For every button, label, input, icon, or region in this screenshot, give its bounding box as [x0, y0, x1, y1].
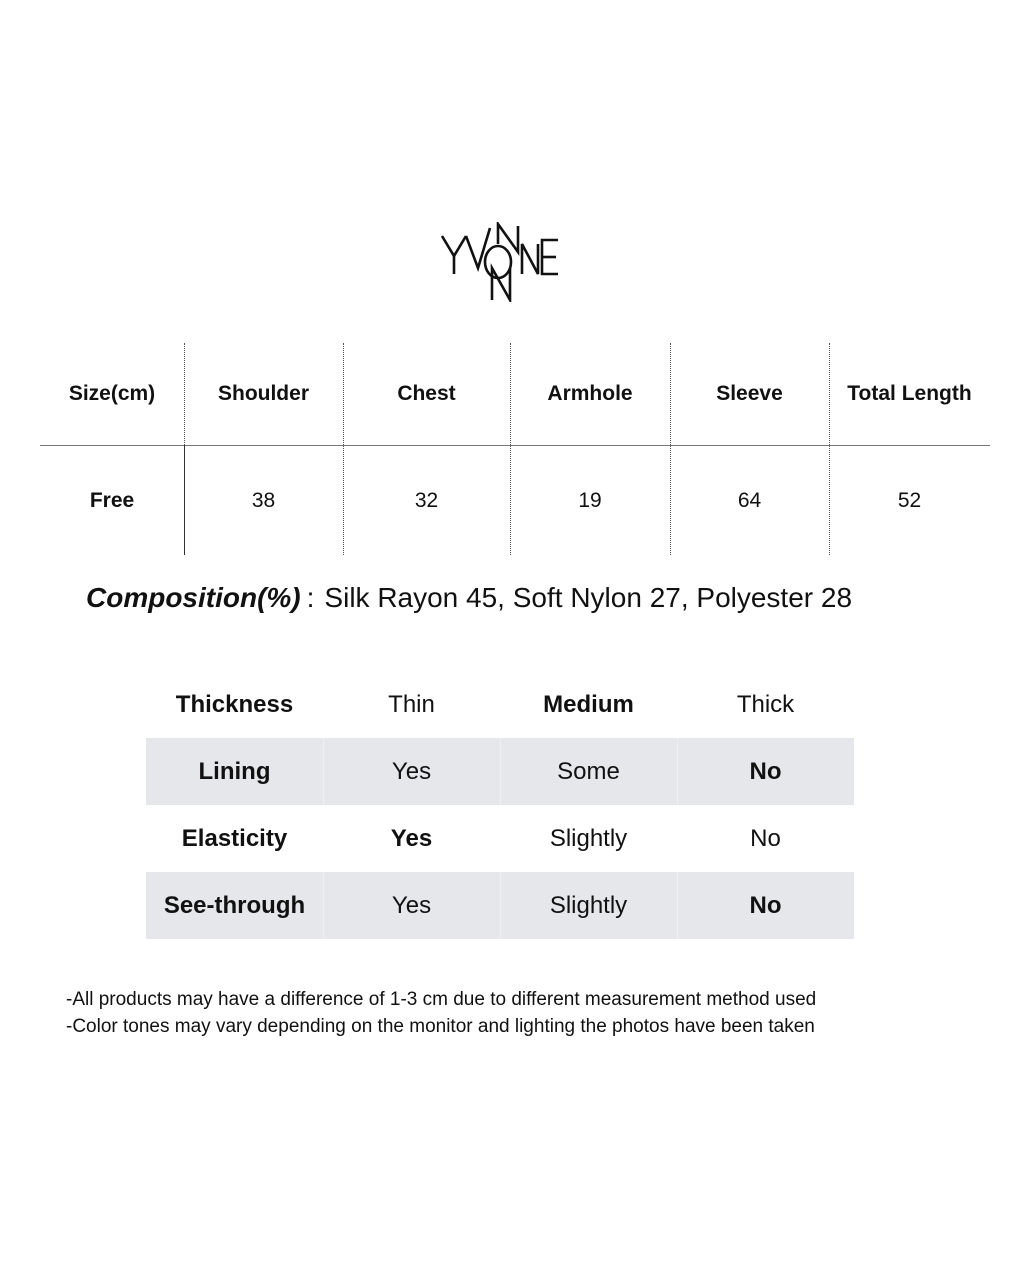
attribute-option: Medium: [543, 690, 634, 718]
attribute-name: Thickness: [175, 690, 294, 718]
header-armhole: Armhole: [547, 382, 633, 405]
shoulder-value: 38: [251, 489, 276, 512]
attribute-option: Yes: [323, 738, 500, 805]
attribute-option: Slightly: [549, 824, 628, 852]
attribute-option: No: [677, 872, 854, 939]
note-color: -Color tones may vary depending on the monitor and lighting the photos have been taken: [66, 1016, 815, 1037]
attribute-option: Slightly: [500, 872, 677, 939]
attribute-row-elasticity: [146, 805, 854, 872]
sleeve-value: 64: [737, 489, 762, 512]
attribute-name: Lining: [198, 757, 271, 785]
attribute-option: No: [750, 824, 781, 852]
composition-label: Composition(%): [86, 582, 301, 613]
header-sleeve: Sleeve: [716, 382, 783, 405]
chest-value: 32: [414, 489, 439, 512]
attribute-row-lining: [146, 738, 854, 805]
notes: [66, 986, 816, 1040]
header-total-length: Total Length: [847, 382, 972, 405]
fabric-attributes-table: [146, 671, 854, 939]
armhole-value: 19: [578, 489, 602, 512]
size-table: [40, 343, 990, 555]
attribute-option: Yes: [323, 872, 500, 939]
attribute-name: See-through: [163, 891, 306, 919]
attribute-row-see-through: [146, 872, 854, 939]
header-chest: Chest: [397, 382, 456, 405]
header-size: Size(cm): [68, 382, 156, 405]
size-value-free: Free: [89, 489, 135, 512]
attribute-name: Elasticity: [181, 824, 288, 852]
composition-line: [86, 582, 852, 614]
composition-separator: :: [306, 582, 315, 613]
brand-logo: [438, 222, 564, 302]
attribute-option: No: [677, 738, 854, 805]
composition-value: Silk Rayon 45, Soft Nylon 27, Polyester 28: [324, 582, 853, 613]
total-length-value: 52: [897, 489, 922, 512]
note-measurement: -All products may have a difference of 1-3 cm due to different measurement method used: [66, 989, 817, 1010]
attribute-row-thickness: [146, 671, 854, 738]
attribute-option: Some: [500, 738, 677, 805]
yvonne-monogram-logo: [438, 222, 564, 302]
header-divider: [40, 445, 990, 446]
attribute-option: Thin: [388, 690, 435, 718]
attribute-option: Thick: [736, 690, 795, 718]
header-shoulder: Shoulder: [217, 382, 309, 405]
attribute-option: Yes: [390, 824, 433, 852]
